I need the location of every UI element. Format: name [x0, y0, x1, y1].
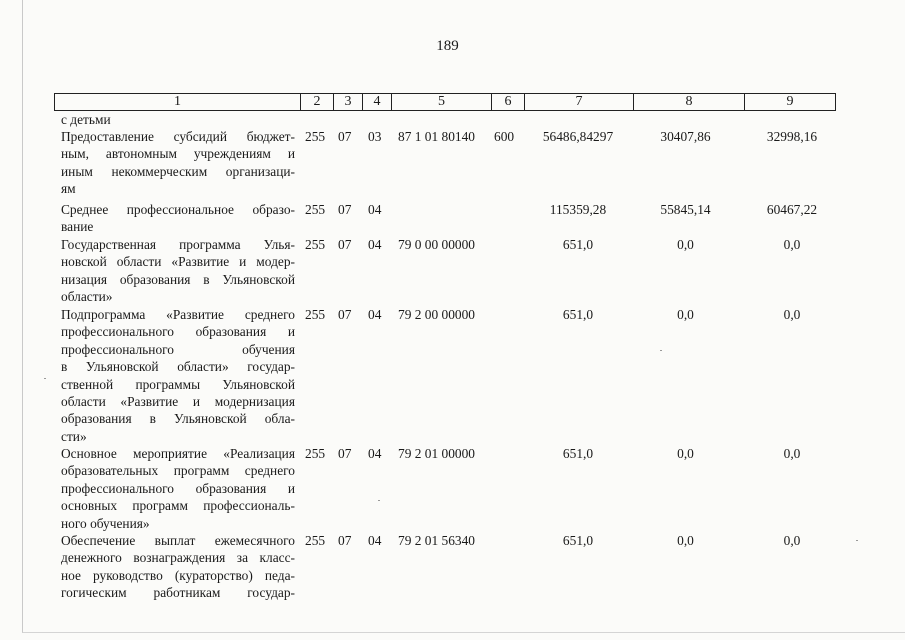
- header-col-3: 3: [333, 94, 362, 110]
- row-name-line: профессионального образования и: [61, 324, 295, 340]
- row-expense-type: 600: [494, 129, 515, 144]
- row-name-line: Основное мероприятие «Реализация: [61, 446, 295, 461]
- row-section: 07: [338, 446, 352, 461]
- row-name-line: сти»: [61, 428, 87, 444]
- header-col-4: 4: [362, 94, 391, 110]
- row-value-col7: 651,0: [562, 533, 594, 548]
- row-section: 07: [338, 307, 352, 322]
- row-target-article: 87 1 01 80140: [398, 129, 475, 144]
- scan-speck: [660, 350, 662, 351]
- header-col-1: 1: [174, 94, 181, 109]
- row-name-line: образовательных программ среднего: [61, 463, 295, 479]
- row-value-col8: 0,0: [677, 237, 694, 252]
- row-name-line: области»: [61, 289, 113, 305]
- row-target-article: 79 2 00 00000: [398, 307, 475, 322]
- row-section: 07: [338, 202, 352, 217]
- row-name: [61, 532, 295, 602]
- row-grbs: 255: [305, 202, 326, 217]
- row-subsection: 04: [368, 237, 382, 252]
- row-value-col9: 60467,22: [766, 202, 818, 217]
- row-value-col9: 0,0: [783, 237, 801, 252]
- row-name-line: Обеспечение выплат ежемесячного: [61, 533, 295, 548]
- row-subsection: 04: [368, 446, 382, 461]
- row-grbs: 255: [305, 533, 326, 548]
- row-target-article: 79 2 01 56340: [398, 533, 475, 548]
- row-value-col8: 0,0: [677, 446, 694, 461]
- row-value-col7: 651,0: [562, 446, 594, 461]
- page-number: 189: [436, 38, 459, 54]
- row-name: [61, 128, 295, 198]
- row-target-article: 79 0 00 00000: [398, 237, 475, 252]
- row-name-line: новской области «Развитие и модер-: [61, 254, 295, 270]
- row-subsection: 04: [368, 202, 382, 217]
- row-subsection: 04: [368, 533, 382, 548]
- row-name-line: ное руководство (кураторство) педа-: [61, 567, 295, 583]
- row-name-line: основных программ профессиональ-: [61, 498, 295, 514]
- row-name-line: низация образования в Ульяновской: [61, 271, 295, 287]
- row-name-line: иным некоммерческим организаци-: [61, 163, 295, 179]
- row-section: 07: [338, 129, 352, 144]
- row-grbs: 255: [305, 237, 326, 252]
- row-name-line: вание: [61, 219, 94, 235]
- row-name-line: ям: [61, 181, 76, 197]
- row-subsection: 04: [368, 307, 382, 322]
- row-section: 07: [338, 533, 352, 548]
- row-grbs: 255: [305, 129, 326, 144]
- row-subsection: 03: [368, 129, 382, 144]
- row-name-line: Среднее профессиональное образо-: [61, 202, 295, 217]
- row-value-col9: 32998,16: [766, 129, 818, 144]
- header-col-6: 6: [491, 94, 524, 110]
- scan-speck: [378, 500, 380, 501]
- row-name-line: профессионального обучения: [61, 341, 295, 357]
- row-value-col9: 0,0: [783, 446, 801, 461]
- row-name: [61, 306, 295, 445]
- row-name-line: Предоставление субсидий бюджет-: [61, 129, 295, 144]
- row-section: 07: [338, 237, 352, 252]
- row-name-line: ным, автономным учреждениям и: [61, 146, 295, 162]
- row-name-line: денежного вознаграждения за класс-: [61, 550, 295, 566]
- row-grbs: 255: [305, 307, 326, 322]
- header-col-2: 2: [300, 94, 333, 110]
- row-name: [61, 201, 295, 236]
- scan-speck: [856, 540, 858, 541]
- row-grbs: 255: [305, 446, 326, 461]
- row-value-col8: 0,0: [677, 307, 694, 322]
- row-target-article: 79 2 01 00000: [398, 446, 475, 461]
- header-col-5: 5: [391, 94, 491, 110]
- row-name-line: области «Развитие и модернизация: [61, 394, 295, 410]
- scan-speck: [44, 378, 46, 379]
- row-name: [61, 445, 295, 532]
- header-col-9: 9: [744, 94, 835, 110]
- row-value-col7: 115359,28: [549, 202, 607, 217]
- row-name-line: профессионального образования и: [61, 480, 295, 496]
- row-name-line: образования в Ульяновской обла-: [61, 411, 295, 427]
- row-value-col9: 0,0: [783, 307, 801, 322]
- row-name-line: Государственная программа Улья-: [61, 237, 295, 252]
- row-value-col9: 0,0: [783, 533, 801, 548]
- row-name: [61, 236, 295, 306]
- row-name-line: ного обучения»: [61, 515, 150, 531]
- row-name-line: Подпрограмма «Развитие среднего: [61, 307, 295, 322]
- row-value-col8: 55845,14: [660, 202, 711, 217]
- row-name-line: в Ульяновской области» государ-: [61, 359, 295, 375]
- row-name-line: ственной программы Ульяновской: [61, 376, 295, 392]
- row-value-col7: 651,0: [562, 237, 594, 252]
- row-value-col8: 30407,86: [660, 129, 711, 144]
- row-value-col7: 651,0: [562, 307, 594, 322]
- row-name-line: гогическим работникам государ-: [61, 585, 295, 601]
- row-value-col8: 0,0: [677, 533, 694, 548]
- header-col-8: 8: [633, 94, 744, 110]
- continuation-text: с детьми: [61, 112, 111, 127]
- header-col-7: 7: [524, 94, 633, 110]
- row-value-col7: 56486,84297: [542, 129, 614, 144]
- table-header: [54, 93, 836, 111]
